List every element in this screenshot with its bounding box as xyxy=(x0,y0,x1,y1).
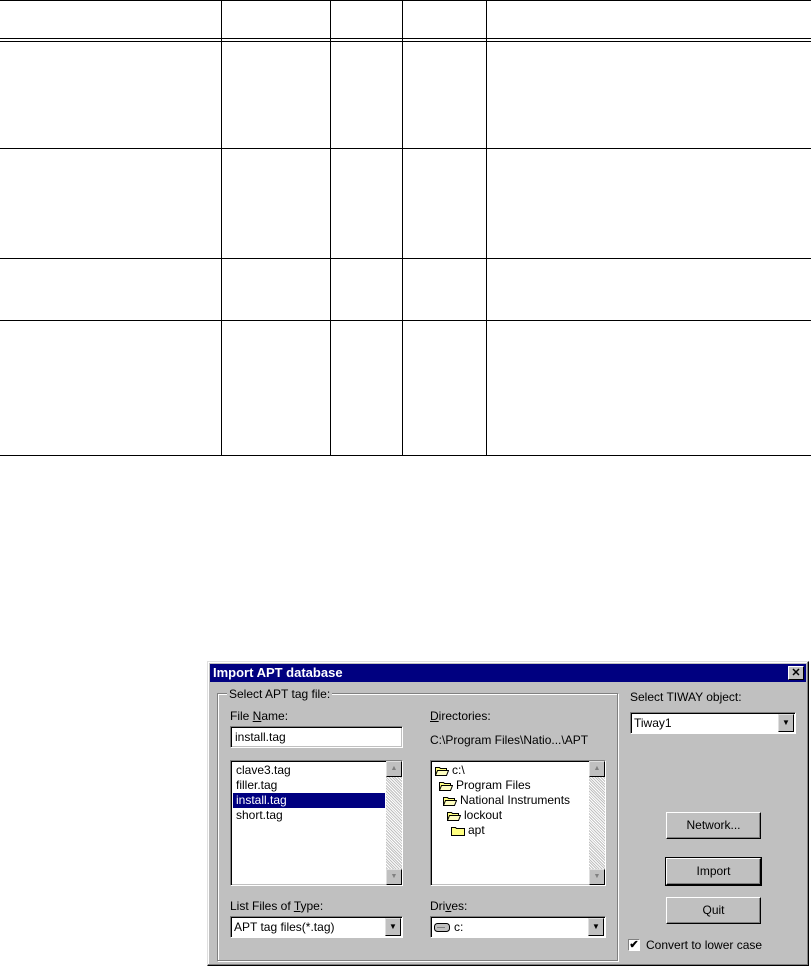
folder-open-icon xyxy=(435,766,449,776)
folder-icon xyxy=(451,826,465,836)
drive-select[interactable] xyxy=(430,916,606,938)
table-rule xyxy=(0,0,811,1)
convert-lowercase-checkbox[interactable] xyxy=(628,939,640,951)
table-rule xyxy=(0,455,811,456)
convert-lowercase-label: Convert to lower case xyxy=(646,938,763,952)
group-label: Select APT tag file: xyxy=(229,687,331,701)
dropdown-arrow-icon[interactable]: ▼ xyxy=(385,918,401,936)
table-rule xyxy=(0,38,811,39)
scroll-down-icon[interactable]: ▼ xyxy=(386,869,402,885)
list-item-selected[interactable]: install.tag xyxy=(233,793,385,808)
table-rule xyxy=(0,258,811,259)
label-text: File xyxy=(230,709,253,723)
table-rule xyxy=(0,320,811,321)
table-rule xyxy=(0,41,811,42)
file-list xyxy=(233,763,385,823)
network-button[interactable]: Network... xyxy=(666,812,761,839)
label-text: Dri xyxy=(430,899,446,913)
folder-open-icon xyxy=(443,796,457,806)
file-type-select[interactable] xyxy=(230,916,403,938)
scroll-up-icon[interactable]: ▲ xyxy=(589,761,605,777)
dir-item[interactable] xyxy=(433,823,588,838)
table-rule xyxy=(0,148,811,149)
file-name-input[interactable] xyxy=(230,726,403,748)
label-mnemonic: D xyxy=(430,709,439,723)
dir-label: National Instruments xyxy=(460,793,571,807)
directory-tree xyxy=(433,763,588,838)
close-button[interactable] xyxy=(788,666,804,680)
label-mnemonic: N xyxy=(252,709,262,723)
empty-table xyxy=(0,0,811,456)
scroll-up-icon[interactable]: ▲ xyxy=(386,761,402,777)
dir-item[interactable] xyxy=(433,808,588,823)
table-rule xyxy=(221,0,222,456)
list-item[interactable]: clave3.tag xyxy=(236,763,291,777)
current-path: C:\Program Files\Natio...\APT xyxy=(430,733,589,747)
label-text: List Files of xyxy=(230,899,294,913)
dialog-title: Import APT database xyxy=(213,665,343,680)
table-rule xyxy=(402,0,403,456)
close-icon: ✕ xyxy=(791,667,801,679)
folder-open-icon xyxy=(447,811,461,821)
dir-label: lockout xyxy=(464,808,503,822)
quit-button[interactable]: Quit xyxy=(666,897,761,924)
tiway-select[interactable] xyxy=(630,712,796,734)
dir-label: Program Files xyxy=(456,778,531,792)
drive-icon xyxy=(434,923,450,932)
table-rule xyxy=(330,0,331,456)
label-text: ype: xyxy=(300,899,324,913)
import-apt-dialog xyxy=(207,661,809,966)
file-type-label xyxy=(230,899,323,913)
tiway-label: Select TIWAY object: xyxy=(630,690,742,704)
dir-item[interactable] xyxy=(433,793,588,808)
check-icon: ✔ xyxy=(629,939,639,951)
label-text: es: xyxy=(451,899,468,913)
dir-item[interactable] xyxy=(433,778,588,793)
dir-item[interactable] xyxy=(433,763,588,778)
dir-label: c:\ xyxy=(452,763,465,777)
file-list-scrollbar[interactable] xyxy=(386,761,402,885)
directory-listbox[interactable] xyxy=(430,760,606,886)
directories-label xyxy=(430,709,491,723)
folder-open-icon xyxy=(439,781,453,791)
dir-label: apt xyxy=(468,823,485,837)
drive-value: c: xyxy=(454,920,464,934)
list-item[interactable]: short.tag xyxy=(236,808,283,822)
list-item[interactable]: filler.tag xyxy=(236,778,278,792)
drive-value-wrap xyxy=(434,920,463,934)
import-button[interactable]: Import xyxy=(666,858,761,885)
label-mnemonic: v xyxy=(445,899,452,913)
tiway-value: Tiway1 xyxy=(634,716,672,730)
scroll-down-icon[interactable]: ▼ xyxy=(589,869,605,885)
directory-list-scrollbar[interactable] xyxy=(589,761,605,885)
table-rule xyxy=(486,0,487,456)
dropdown-arrow-icon[interactable]: ▼ xyxy=(778,714,794,732)
file-listbox[interactable] xyxy=(230,760,403,886)
dropdown-arrow-icon[interactable]: ▼ xyxy=(588,918,604,936)
file-type-value: APT tag files(*.tag) xyxy=(234,920,335,934)
label-mnemonic: T xyxy=(293,899,301,913)
file-name-value: install.tag xyxy=(235,730,286,744)
drives-label xyxy=(430,899,467,913)
title-bar[interactable] xyxy=(210,664,806,682)
file-name-label xyxy=(230,709,288,723)
label-text: ame: xyxy=(261,709,289,723)
label-text: irectories: xyxy=(438,709,491,723)
